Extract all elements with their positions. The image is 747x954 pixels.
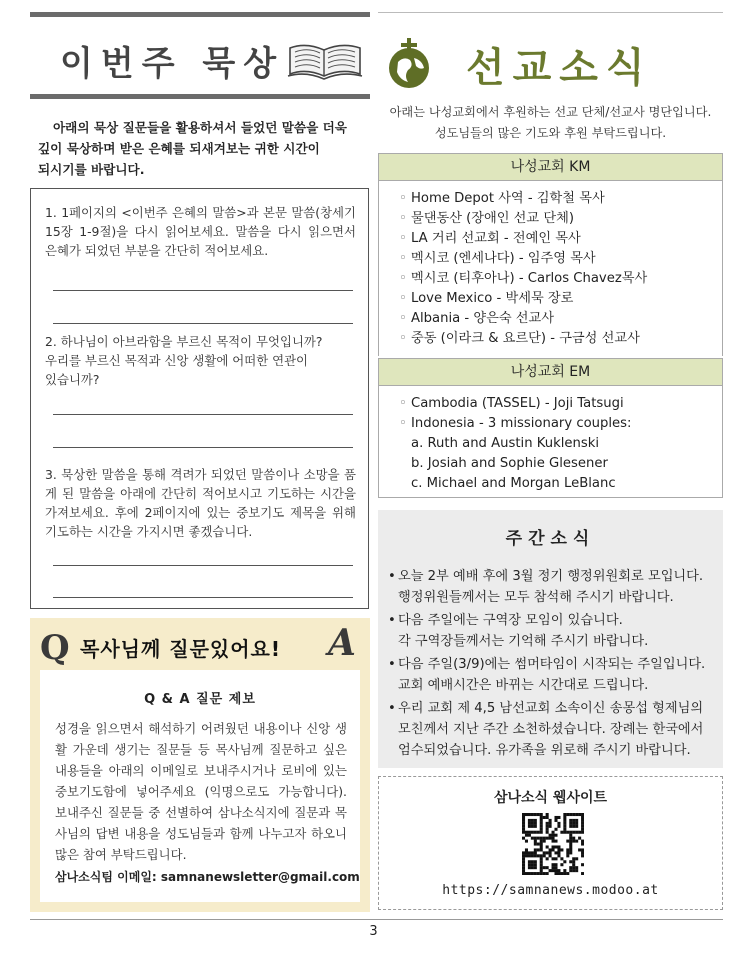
news-line: 모친께서 지난 주간 소천하셨습니다. 장례는 한국에서	[398, 722, 704, 737]
news-item	[388, 698, 718, 761]
website-box	[378, 776, 723, 910]
news-line: 다음 주일(3/9)에는 썸머타임이 시작되는 주일입니다.	[398, 657, 706, 672]
meditation-title: 이번주 묵상	[60, 44, 285, 84]
em-list	[378, 386, 723, 498]
list-item	[399, 189, 605, 209]
q-letter-ornament: Q	[40, 628, 70, 668]
news-line: 우리 교회 제 4,5 남선교회 소속이신 송몽섭 형제님의	[398, 701, 704, 716]
list-item	[399, 289, 573, 309]
bullet-icon: •	[388, 613, 396, 628]
question-2	[45, 332, 356, 389]
news-line: 엄수되었습니다. 유가족을 위로해 주시기 바랍니다.	[398, 743, 691, 758]
qa-card	[40, 670, 360, 902]
list-subitem: c. Michael and Morgan LeBlanc	[411, 476, 616, 491]
news-item	[388, 610, 718, 652]
meditation-questions-box	[30, 188, 369, 609]
list-item	[399, 394, 624, 414]
list-item-text: 물댄동산 (장애인 선교 단체)	[410, 211, 574, 226]
question-1: 1. 1페이지의 <이번주 은혜의 말씀>과 본문 말씀(창세기 15장 1-9절)을 다시 읽어보세요. 말씀을 다시 읽으면서 은혜가 되었던 부분을 간단히 적어보세요.	[45, 205, 356, 258]
list-item-text: LA 거리 선교회 - 전예인 목사	[410, 231, 581, 246]
list-item-text: Cambodia (TASSEL) - Joji Tatsugi	[410, 396, 624, 411]
answer-line	[53, 323, 353, 324]
answer-line	[53, 597, 353, 598]
bullet-icon: •	[388, 701, 396, 716]
mission-title: 선교소식	[466, 45, 653, 91]
list-item	[399, 269, 647, 289]
news-line: 교회 예배시간은 바뀌는 시간대로 드립니다.	[398, 678, 649, 693]
intro-line: 되시기를 바랍니다.	[38, 162, 145, 177]
answer-line	[53, 290, 353, 291]
bullet-icon: ◦	[399, 291, 411, 306]
list-subitem: a. Ruth and Austin Kuklenski	[411, 436, 600, 451]
km-list	[378, 181, 723, 356]
bullet-icon: ◦	[399, 396, 411, 411]
mission-intro-line: 성도님들의 많은 기도와 후원 부탁드립니다.	[434, 126, 667, 140]
weekly-news-title: 주간소식	[505, 529, 596, 549]
qa-section	[30, 618, 370, 912]
mission-intro	[378, 102, 723, 144]
question-2-line: 2. 하나님이 아브라함을 부르신 목적이 무엇입니까?	[45, 334, 323, 349]
top-rule-left	[30, 12, 370, 17]
list-item	[399, 249, 596, 269]
bullet-icon: ◦	[399, 251, 411, 266]
website-title: 삼나소식 웹사이트	[493, 790, 608, 806]
list-subitem: b. Josiah and Sophie Glesener	[411, 456, 608, 471]
news-line: 행정위원들께서는 모두 참석해 주시기 바랍니다.	[398, 590, 674, 605]
website-url-link[interactable]: https://samnanews.modoo.at	[442, 883, 659, 898]
qa-title: 목사님께 질문있어요!	[80, 637, 281, 661]
bullet-icon: •	[388, 657, 396, 672]
list-item	[399, 414, 631, 434]
list-item	[399, 309, 554, 329]
em-header: 나성교회 EM	[378, 358, 723, 386]
bullet-icon: ◦	[399, 331, 411, 346]
bullet-icon: ◦	[399, 311, 411, 326]
weekly-news	[378, 510, 723, 768]
answer-line	[53, 565, 353, 566]
news-line: 다음 주일에는 구역장 모임이 있습니다.	[398, 613, 623, 628]
question-2-line: 있습니까?	[45, 372, 100, 387]
bullet-icon: ◦	[399, 416, 411, 431]
question-3: 3. 묵상한 말씀을 통해 격려가 되었던 말씀이나 소망을 품게 된 말씀을 아래에 간단히 적어보시고 기도하는 시간을 가져보세요. 후에 2페이지에 있는 중보기도 제목을 위해 기도하는 시간을 가지시면 좋겠습니다.	[45, 467, 356, 539]
list-item	[399, 209, 574, 229]
intro-line: 아래의 묵상 질문들을 활용하셔서 들었던 말씀을 더욱	[53, 120, 347, 135]
qa-body: 성경을 읽으면서 해석하기 어려웠던 내용이나 신앙 생활 가운데 생기는 질문들 등 목사님께 질문하고 싶은 내용들을 아래의 이메일로 보내주시거나 로비에 있는 중보기도함에 넣어주세요 (익명으로도 가능합니다). 보내주신 질문들 중 선별하여 삼나소식지에 질문과 목사님의 답변 내용을 성도님들과 함께 나누고자 하오니 많은 참여 부탁드립니다.	[55, 721, 347, 862]
km-header: 나성교회 KM	[378, 153, 723, 181]
open-book-icon	[286, 38, 364, 82]
news-line: 오늘 2부 예배 후에 3월 정기 행정위원회로 모입니다.	[398, 569, 704, 584]
qr-code-icon[interactable]	[522, 813, 584, 875]
news-item	[388, 566, 718, 608]
list-item-text: Home Depot 사역 - 김학철 목사	[410, 191, 605, 206]
list-item	[399, 329, 640, 349]
question-2-line: 우리를 부르신 목적과 신앙 생활에 어떠한 연관이	[45, 353, 309, 368]
meditation-intro	[38, 117, 362, 180]
news-line: 각 구역장들께서는 기억해 주시기 바랍니다.	[398, 634, 649, 649]
news-item	[388, 654, 718, 696]
bullet-icon: ◦	[399, 191, 411, 206]
bullet-icon: •	[388, 569, 396, 584]
qa-email[interactable]: 삼나소식팀 이메일: samnanewsletter@gmail.com	[55, 870, 360, 884]
list-item	[399, 229, 581, 249]
answer-line	[53, 414, 353, 415]
list-item-text: 멕시코 (엔세나다) - 임주영 목사	[410, 251, 596, 266]
list-item-text: Albania - 양은숙 선교사	[410, 311, 554, 326]
intro-line: 깊이 묵상하며 받은 은혜를 되새겨보는 귀한 시간이	[38, 141, 320, 156]
list-item-text: 멕시코 (티후아나) - Carlos Chavez목사	[410, 271, 648, 286]
qa-subtitle: Q & A 질문 제보	[144, 692, 256, 707]
header-rule-left	[30, 94, 370, 99]
top-rule-right	[378, 12, 723, 13]
list-item-text: Love Mexico - 박세묵 장로	[410, 291, 574, 306]
a-letter-ornament: A	[328, 622, 356, 664]
bullet-icon: ◦	[399, 271, 411, 286]
page-number: 3	[369, 924, 378, 939]
bullet-icon: ◦	[399, 211, 411, 226]
footer-divider	[30, 919, 723, 920]
globe-cross-icon	[384, 36, 434, 92]
answer-line	[53, 447, 353, 448]
list-item-text: Indonesia - 3 missionary couples:	[410, 416, 632, 431]
bullet-icon: ◦	[399, 231, 411, 246]
mission-intro-line: 아래는 나성교회에서 후원하는 선교 단체/선교사 명단입니다.	[389, 105, 712, 119]
list-item-text: 중동 (이라크 & 요르단) - 구금성 선교사	[410, 331, 640, 346]
